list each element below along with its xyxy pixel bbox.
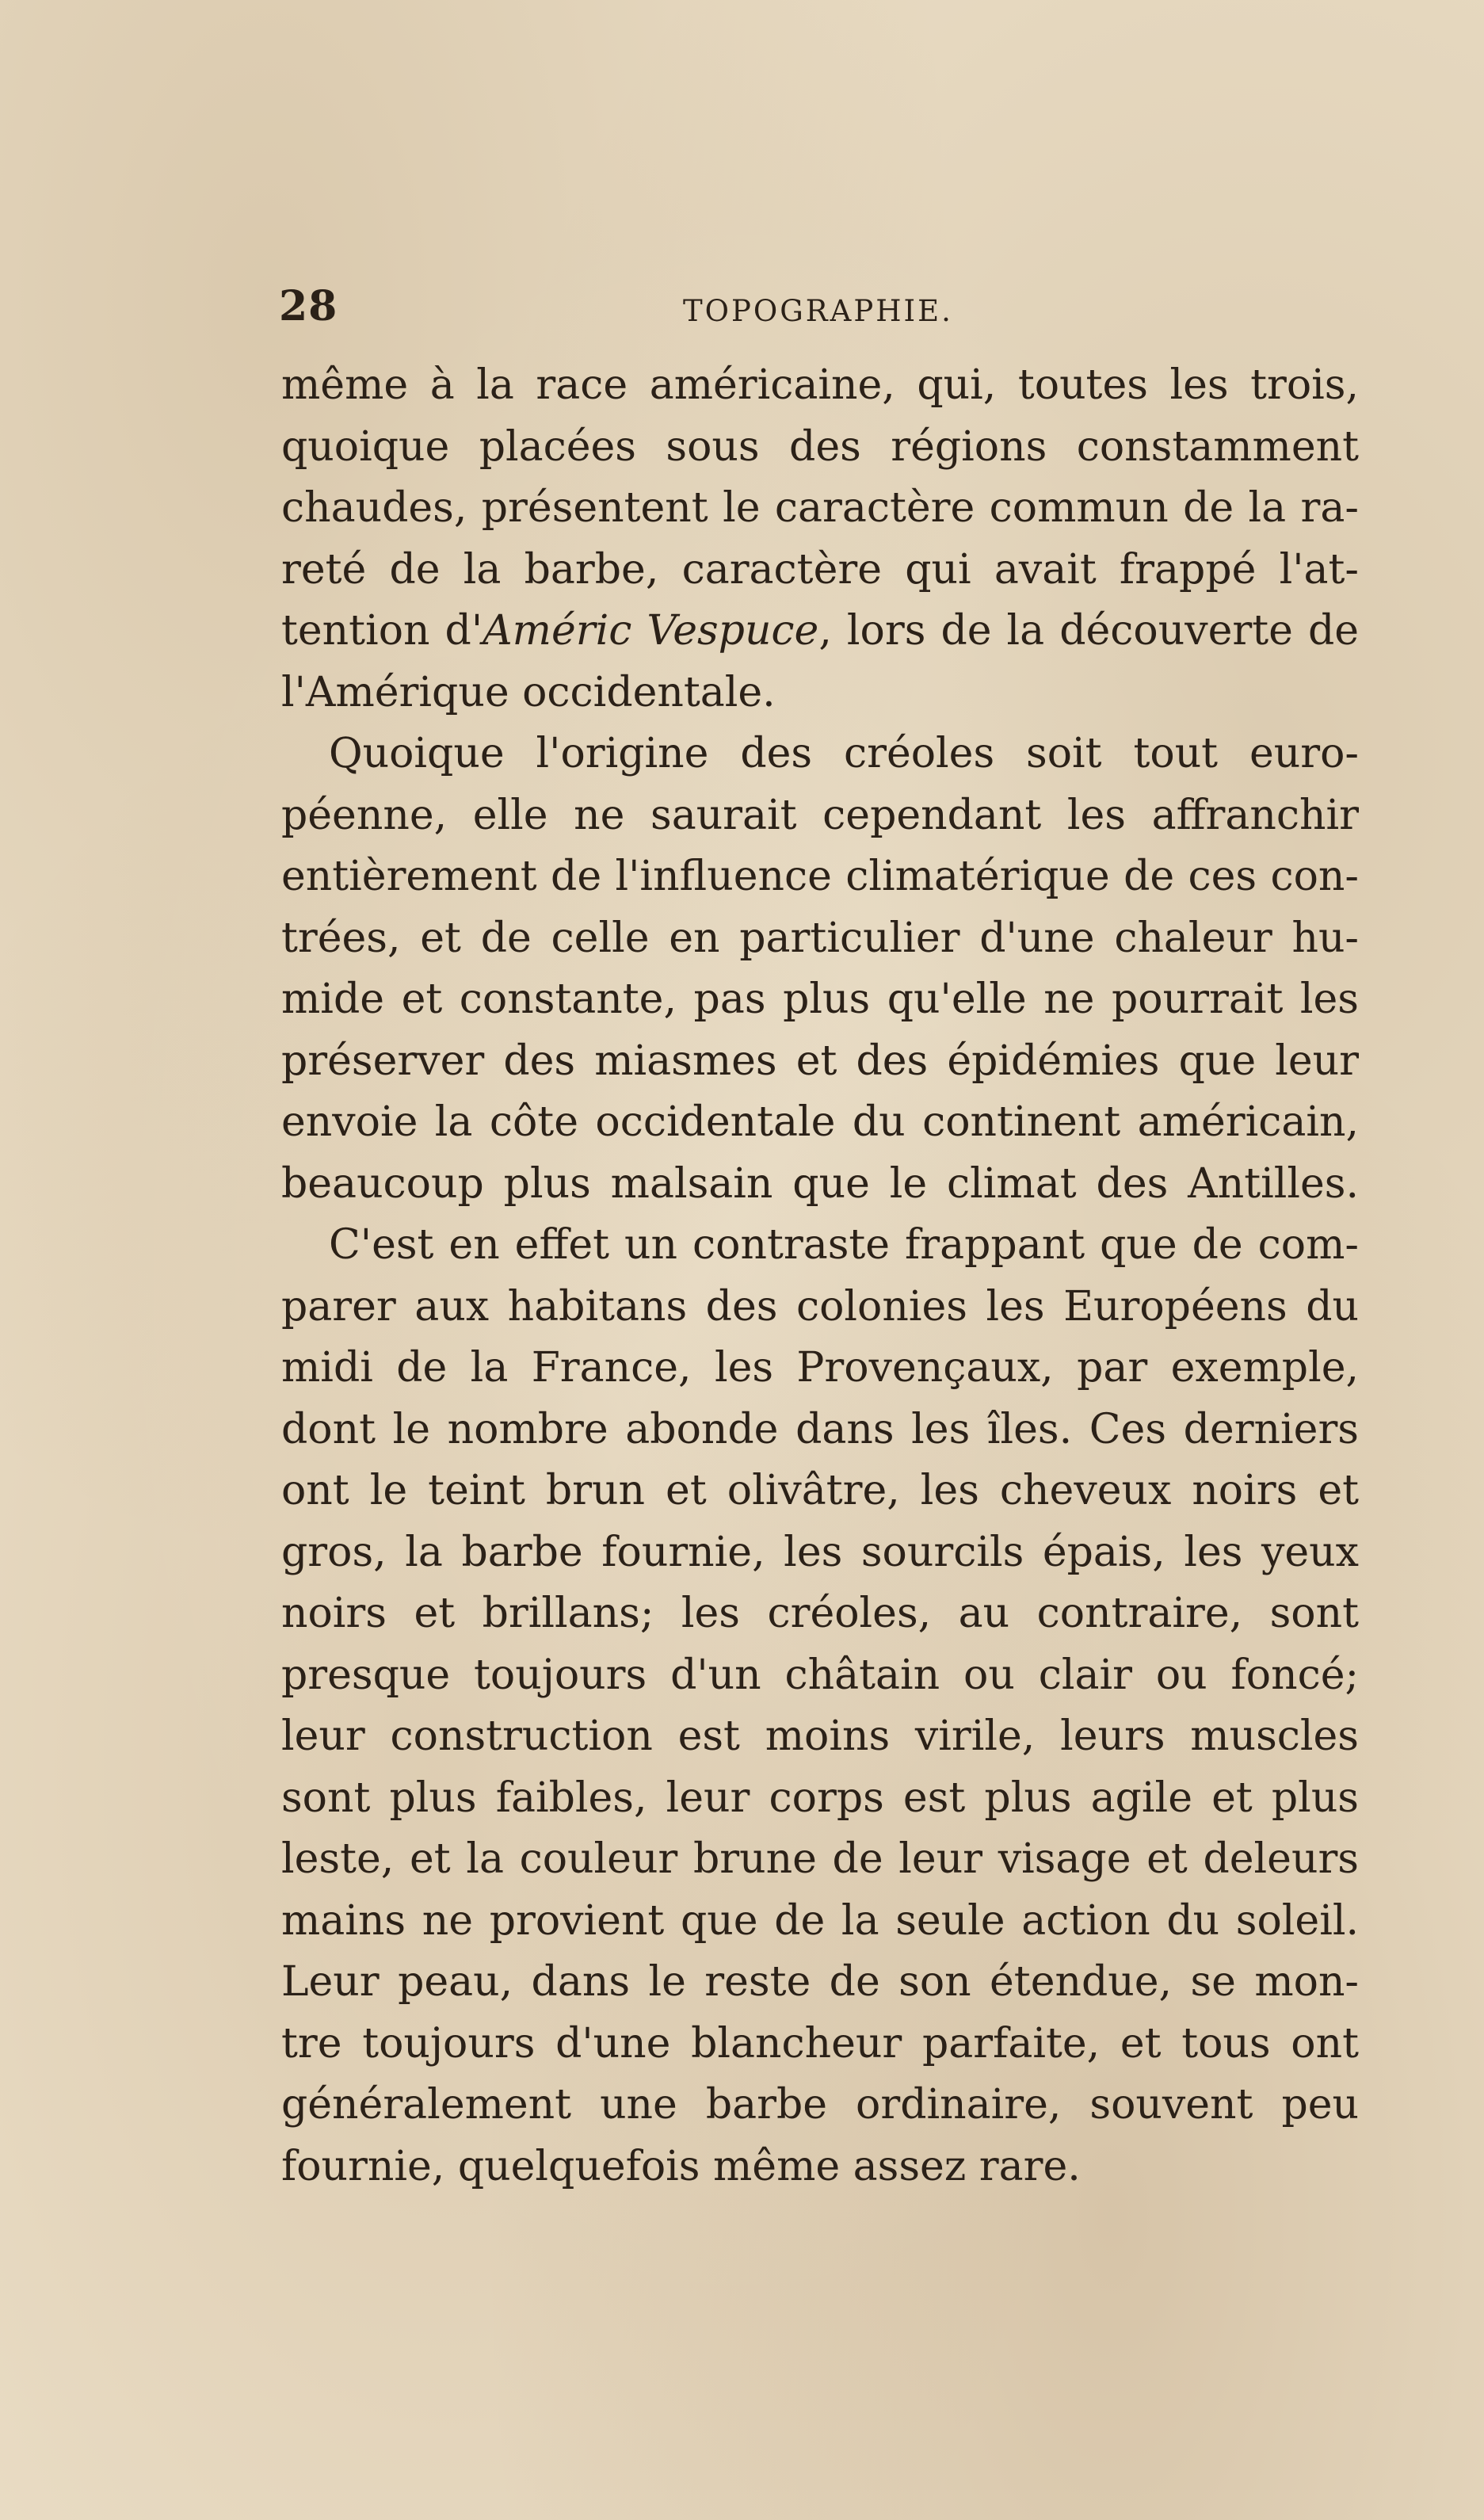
text-line: envoie la côte occidentale du continent américain,: [281, 1098, 1359, 1146]
text-line: parer aux habitans des colonies les Européens du: [281, 1282, 1359, 1331]
text-line: trées, et de celle en particulier d'une chaleur hu-: [281, 914, 1359, 962]
text-line: dont le nombre abonde dans les îles. Ces derniers: [281, 1405, 1359, 1453]
page-number: 28: [279, 282, 338, 330]
text-line: chaudes, présentent le caractère commun de la ra-: [281, 484, 1359, 532]
text-line: leste, et la couleur brune de leur visage et deleurs: [281, 1835, 1359, 1883]
text-line: C'est en effet un contraste frappant que de com-: [329, 1221, 1359, 1269]
text-line: Leur peau, dans le reste de son étendue, se mon-: [281, 1958, 1359, 2006]
text-line: péenne, elle ne saurait cependant les affranchir: [281, 791, 1359, 839]
text-line: gros, la barbe fournie, les sourcils épais, les yeux: [281, 1528, 1359, 1576]
text-fragment: , lors de la découverte de: [818, 607, 1360, 655]
text-line: généralement une barbe ordinaire, souvent peu: [281, 2081, 1359, 2129]
text-line: mide et constante, pas plus qu'elle ne pourrait les: [281, 976, 1359, 1023]
text-line: sont plus faibles, leur corps est plus agile et plus: [281, 1774, 1359, 1822]
text-line: tre toujours d'une blancheur parfaite, et tous ont: [281, 2019, 1359, 2068]
running-head: [279, 279, 1356, 334]
text-line: fournie, quelquefois même assez rare.: [281, 2142, 1081, 2190]
text-line: Quoique l'origine des créoles soit tout euro-: [329, 730, 1359, 777]
text-line: leur construction est moins virile, leurs muscles: [281, 1712, 1359, 1760]
text-line: l'Amérique occidentale.: [281, 668, 776, 716]
text-line: beaucoup plus malsain que le climat des Antilles.: [281, 1159, 1359, 1208]
text-fragment: tention d': [281, 607, 483, 655]
text-line: quoique placées sous des régions constamment: [281, 422, 1359, 471]
body-text: [281, 355, 1359, 2197]
text-line: midi de la France, les Provençaux, par exemple,: [281, 1344, 1359, 1392]
text-line: mains ne provient que de la seule action du soleil.: [281, 1896, 1359, 1945]
text-line: même à la race américaine, qui, toutes les trois,: [281, 361, 1359, 409]
text-line: reté de la barbe, caractère qui avait frappé l'at-: [281, 545, 1359, 594]
text-line: presque toujours d'un châtain ou clair ou foncé;: [281, 1651, 1359, 1699]
text-line: noirs et brillans; les créoles, au contraire, sont: [281, 1590, 1359, 1637]
running-title: TOPOGRAPHIE.: [683, 294, 953, 328]
text-line: entièrement de l'influence climatérique de ces con-: [281, 853, 1359, 900]
text-line: ont le teint brun et olivâtre, les cheveux noirs et: [281, 1467, 1359, 1514]
text-line: [281, 601, 1359, 662]
italic-name: Améric Vespuce: [483, 607, 819, 655]
text-line: préserver des miasmes et des épidémies que leur: [281, 1037, 1359, 1085]
